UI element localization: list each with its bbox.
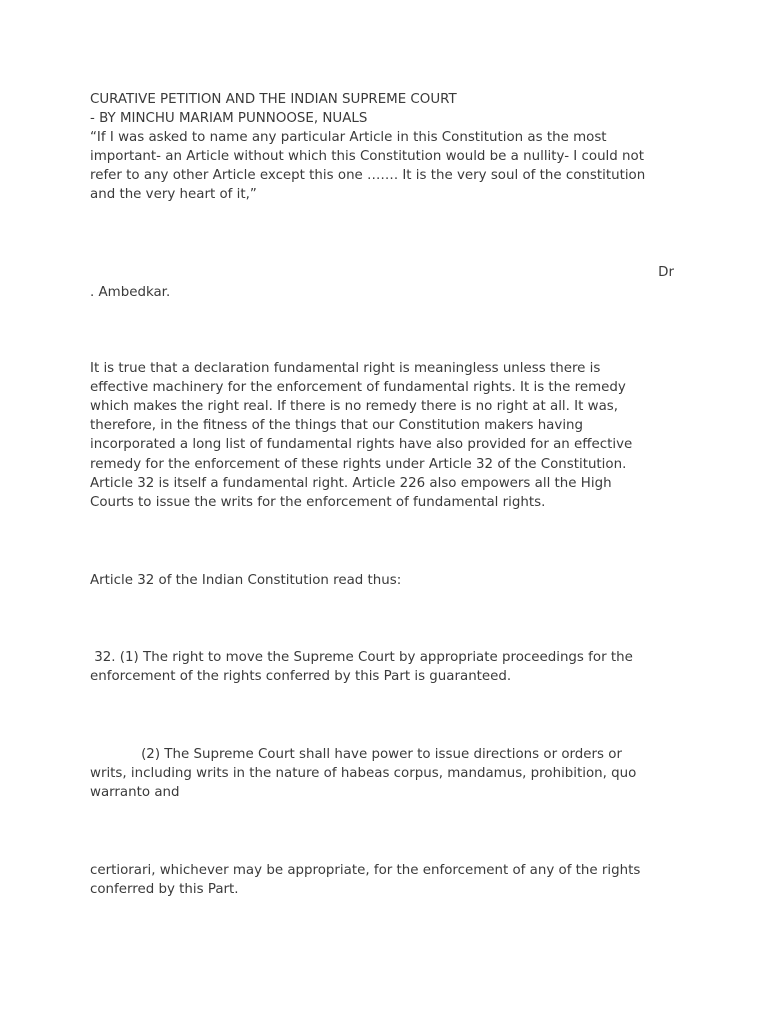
author-byline: - BY MINCHU MARIAM PUNNOOSE, NUALS xyxy=(90,111,368,126)
article-intro: Article 32 of the Indian Constitution read thus: xyxy=(90,573,402,588)
paragraph-line: therefore, in the fitness of the things that our Constitution makers having xyxy=(90,418,584,433)
paragraph-line: effective machinery for the enforcement of fundamental rights. It is the remedy xyxy=(90,380,626,395)
clause-line: enforcement of the rights conferred by this Part is guaranteed. xyxy=(90,669,512,684)
paragraph-line: which makes the right real. If there is no remedy there is no right at all. It was, xyxy=(90,399,619,414)
clause-line: conferred by this Part. xyxy=(90,882,239,897)
document-title: CURATIVE PETITION AND THE INDIAN SUPREME COURT xyxy=(90,92,457,107)
paragraph-line: It is true that a declaration fundamental right is meaningless unless there is xyxy=(90,361,601,376)
clause-line: writs, including writs in the nature of habeas corpus, mandamus, prohibition, quo xyxy=(90,766,637,781)
quote-line: “If I was asked to name any particular Article in this Constitution as the most xyxy=(90,130,607,145)
paragraph-line: remedy for the enforcement of these rights under Article 32 of the Constitution. xyxy=(90,457,627,472)
clause-line: warranto and xyxy=(90,785,180,800)
quote-line: and the very heart of it,” xyxy=(90,187,257,202)
quote-attribution-part1: Dr xyxy=(658,265,674,280)
quote-line: important- an Article without which this Constitution would be a nullity- I could not xyxy=(90,149,644,164)
paragraph-line: incorporated a long list of fundamental rights have also provided for an effective xyxy=(90,437,633,452)
clause-line: (2) The Supreme Court shall have power to issue directions or orders or xyxy=(90,747,622,762)
paragraph-line: Article 32 is itself a fundamental right. Article 226 also empowers all the High xyxy=(90,476,612,491)
paragraph-line: Courts to issue the writs for the enforcement of fundamental rights. xyxy=(90,495,546,510)
clause-line: 32. (1) The right to move the Supreme Court by appropriate proceedings for the xyxy=(90,650,633,665)
clause-line: certiorari, whichever may be appropriate, for the enforcement of any of the rights xyxy=(90,863,641,878)
quote-line: refer to any other Article except this one ……. It is the very soul of the constitution xyxy=(90,168,646,183)
quote-attribution-part2: . Ambedkar. xyxy=(90,285,171,300)
